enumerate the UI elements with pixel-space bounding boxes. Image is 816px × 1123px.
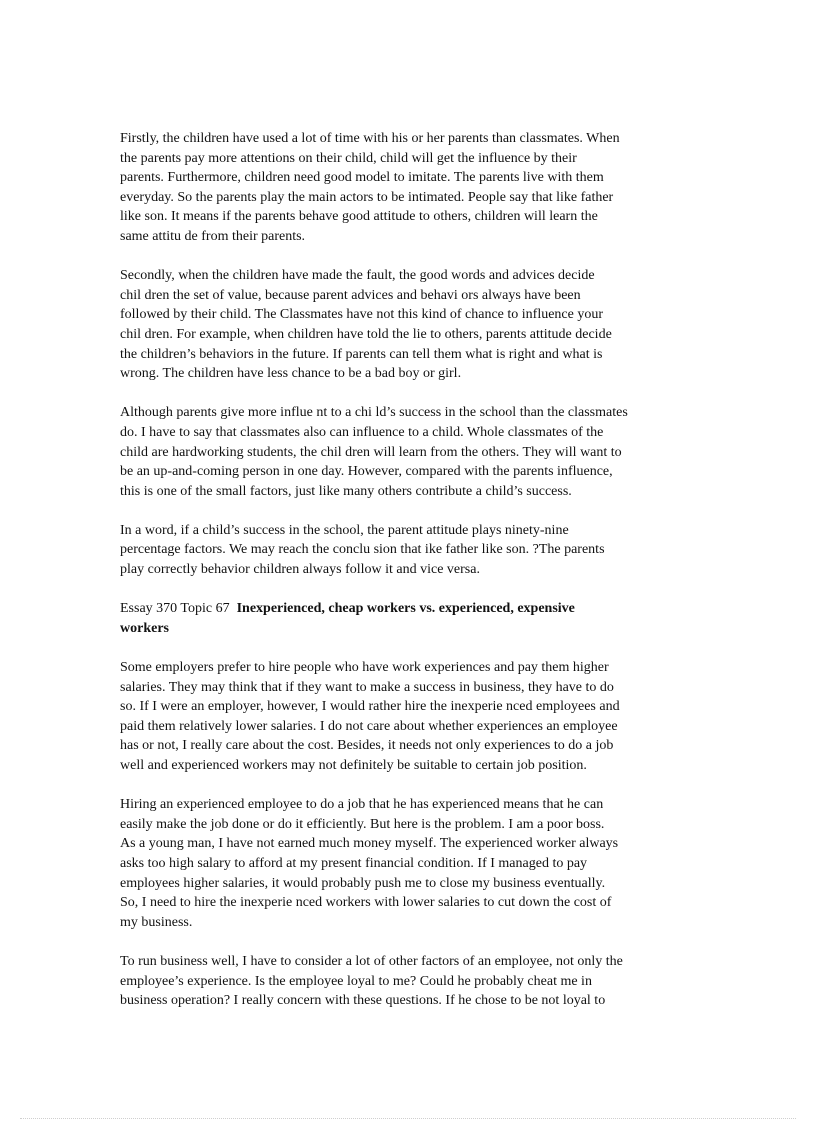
text-line: percentage factors. We may reach the conclu sion that ike father like son. ?The parents bbox=[120, 542, 605, 558]
text-line: this is one of the small factors, just like many others contribute a child’s success. bbox=[120, 483, 572, 499]
text-line: has or not, I really care about the cost. Besides, it needs not only experiences to do a job bbox=[120, 738, 614, 754]
text-line: do. I have to say that classmates also can influence to a child. Whole classmates of the bbox=[120, 424, 604, 440]
essay-title: Inexperienced, cheap workers vs. experienced, expensive bbox=[236, 601, 575, 617]
text-line: Firstly, the children have used a lot of time with his or her parents than classmates. When bbox=[120, 131, 620, 146]
text-line: followed by their child. The Classmates have not this kind of chance to influence your bbox=[120, 307, 604, 323]
essay-heading-line bbox=[120, 619, 700, 639]
paragraph-conclusion bbox=[120, 521, 700, 580]
paragraph-hiring bbox=[120, 795, 700, 932]
text-line: like son. It means if the parents behave good attitude to others, children will learn the bbox=[120, 209, 598, 225]
essay-heading-line bbox=[120, 599, 700, 619]
text-line: play correctly behavior children always follow it and vice versa. bbox=[120, 562, 480, 578]
text-line: asks too high salary to afford at my present financial condition. If I managed to pay bbox=[120, 855, 588, 871]
essay-title-continued: workers bbox=[120, 620, 169, 636]
text-line: business operation? I really concern with these questions. If he chose to be not loyal to bbox=[120, 993, 606, 1009]
text-line: easily make the job done or do it efficiently. But here is the problem. I am a poor boss. bbox=[120, 816, 605, 832]
text-line: Secondly, when the children have made the fault, the good words and advices decide bbox=[120, 268, 595, 284]
text-line: chil dren. For example, when children have told the lie to others, parents attitude decide bbox=[120, 326, 612, 342]
text-line: wrong. The children have less chance to be a bad boy or girl. bbox=[120, 366, 462, 382]
text-line: so. If I were an employer, however, I would rather hire the inexperie nced employees and bbox=[120, 699, 620, 715]
text-line: be an up-and-coming person in one day. However, compared with the parents influence, bbox=[120, 464, 613, 480]
text-line: To run business well, I have to consider a lot of other factors of an employee, not only the bbox=[120, 953, 623, 969]
text-line: same attitu de from their parents. bbox=[120, 228, 306, 244]
paragraph-classmates bbox=[120, 403, 700, 501]
text-line: Some employers prefer to hire people who have work experiences and pay them higher bbox=[120, 660, 609, 676]
text-line: the children’s behaviors in the future. If parents can tell them what is right and what is bbox=[120, 346, 603, 362]
text-line: In a word, if a child’s success in the school, the parent attitude plays ninety-nine bbox=[120, 522, 569, 538]
text-line: everyday. So the parents play the main actors to be intimated. People say that like father bbox=[120, 189, 614, 205]
page-bottom-divider bbox=[20, 1118, 796, 1119]
paragraph-employers bbox=[120, 658, 700, 776]
text-line: well and experienced workers may not definitely be suitable to certain job position. bbox=[120, 758, 587, 773]
text-line: child are hardworking students, the chil dren will learn from the others. They will want to bbox=[120, 444, 622, 460]
document-page bbox=[120, 129, 700, 1011]
text-line: my business. bbox=[120, 914, 193, 930]
text-line: parents. Furthermore, children need good model to imitate. The parents live with them bbox=[120, 170, 604, 186]
essay-heading bbox=[120, 599, 700, 638]
text-line: paid them relatively lower salaries. I do not care about whether experiences an employee bbox=[120, 718, 618, 734]
text-line: So, I need to hire the inexperie nced workers with lower salaries to cut down the cost of bbox=[120, 895, 612, 911]
text-line: Although parents give more influe nt to a chi ld’s success in the school than the classmates bbox=[120, 405, 628, 421]
paragraph-values bbox=[120, 266, 700, 384]
text-line: employees higher salaries, it would probably push me to close my business eventually. bbox=[120, 875, 606, 891]
text-line: chil dren the set of value, because parent advices and behavi ors always have been bbox=[120, 287, 581, 303]
paragraph-parents-time bbox=[120, 129, 700, 247]
text-line: employee’s experience. Is the employee loyal to me? Could he probably cheat me in bbox=[120, 973, 592, 989]
paragraph-loyalty bbox=[120, 952, 700, 1011]
text-line: Hiring an experienced employee to do a job that he has experienced means that he can bbox=[120, 797, 604, 813]
text-line: salaries. They may think that if they want to make a success in business, they have to do bbox=[120, 679, 614, 695]
essay-number: Essay 370 Topic 67 bbox=[120, 601, 230, 617]
text-line: the parents pay more attentions on their child, child will get the influence by their bbox=[120, 150, 577, 166]
text-line: As a young man, I have not earned much money myself. The experienced worker always bbox=[120, 836, 619, 852]
